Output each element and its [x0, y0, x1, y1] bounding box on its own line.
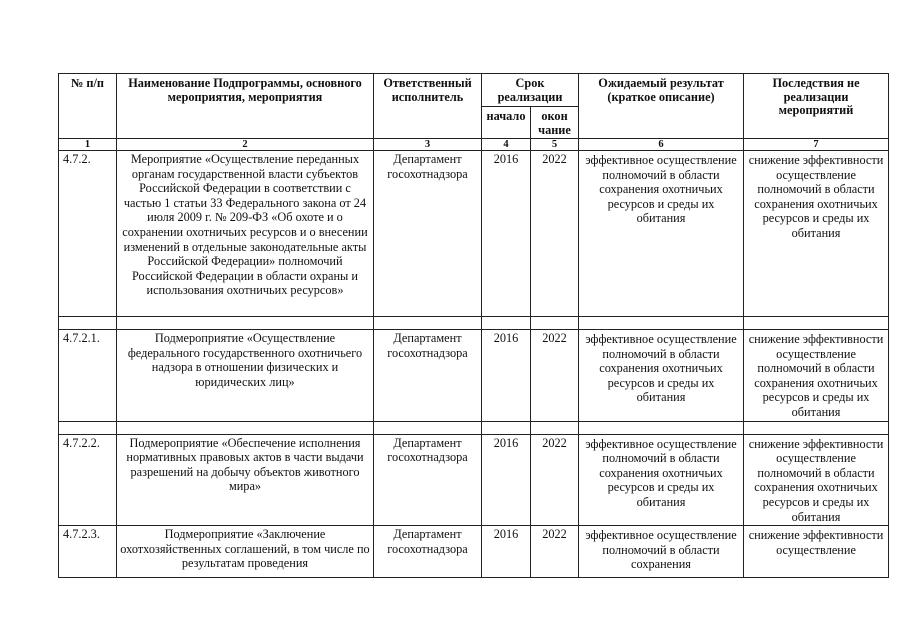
row-number: 4.7.2.1.	[59, 330, 117, 422]
header-number: № п/п	[59, 74, 117, 139]
table-row	[59, 434, 889, 526]
row-consequence: снижение эффективности осуществление полномочий в области сохранения охотничьих ресурсов и среды их обитания	[744, 434, 889, 526]
row-start: 2016	[482, 526, 531, 578]
row-consequence: снижение эффективности осуществление	[744, 526, 889, 578]
row-result: эффективное осуществление полномочий в области сохранения охотничьих ресурсов и среды их обитания	[579, 151, 744, 317]
column-numbers-row	[59, 139, 889, 151]
column-number: 2	[117, 139, 374, 151]
measures-table	[58, 73, 889, 578]
column-number: 6	[579, 139, 744, 151]
row-number: 4.7.2.	[59, 151, 117, 317]
table-row	[59, 151, 889, 317]
row-end: 2022	[531, 151, 579, 317]
row-separator	[59, 421, 889, 434]
header-start: начало	[482, 107, 531, 139]
row-consequence: снижение эффективности осуществление полномочий в области сохранения охотничьих ресурсов и среды их обитания	[744, 151, 889, 317]
row-end: 2022	[531, 526, 579, 578]
row-name: Подмероприятие «Обеспечение исполнения нормативных правовых актов в части выдачи разрешений на добычу объектов животного мира»	[117, 434, 374, 526]
row-end: 2022	[531, 330, 579, 422]
table-row	[59, 330, 889, 422]
column-number: 1	[59, 139, 117, 151]
row-result: эффективное осуществление полномочий в области сохранения охотничьих ресурсов и среды их обитания	[579, 434, 744, 526]
row-result: эффективное осуществление полномочий в области сохранения охотничьих ресурсов и среды их обитания	[579, 330, 744, 422]
document-page	[58, 73, 888, 578]
header-row	[59, 74, 889, 107]
row-name: Мероприятие «Осуществление переданных органам государственной власти субъектов Российской Федерации в соответствии с частью 1 статьи 33 Федерального закона от 24 июля 2009 г. № 209-ФЗ «Об охоте и о сохранении охотничьих ресурсов и о внесении изменений в отдельные законодательные акты Российской Федерации» полномочий Российской Федерации в области охраны и использования охотничьих ресурсов»	[117, 151, 374, 317]
row-executor: Департамент госохотнадзора	[374, 151, 482, 317]
row-executor: Департамент госохотнадзора	[374, 330, 482, 422]
row-name: Подмероприятие «Заключение охотхозяйственных соглашений, в том числе по результатам проведения	[117, 526, 374, 578]
row-start: 2016	[482, 330, 531, 422]
row-start: 2016	[482, 151, 531, 317]
header-executor: Ответственный исполнитель	[374, 74, 482, 139]
header-name: Наименование Подпрограммы, основного мероприятия, мероприятия	[117, 74, 374, 139]
row-result: эффективное осуществление полномочий в области сохранения	[579, 526, 744, 578]
column-number: 5	[531, 139, 579, 151]
column-number: 7	[744, 139, 889, 151]
header-result: Ожидаемый результат (краткое описание)	[579, 74, 744, 139]
row-separator	[59, 317, 889, 330]
header-end: окон чание	[531, 107, 579, 139]
column-number: 4	[482, 139, 531, 151]
row-start: 2016	[482, 434, 531, 526]
row-number: 4.7.2.2.	[59, 434, 117, 526]
table-row	[59, 526, 889, 578]
row-executor: Департамент госохотнадзора	[374, 526, 482, 578]
row-consequence: снижение эффективности осуществление полномочий в области сохранения охотничьих ресурсов и среды их обитания	[744, 330, 889, 422]
header-period: Срок реализации	[482, 74, 579, 107]
row-number: 4.7.2.3.	[59, 526, 117, 578]
row-end: 2022	[531, 434, 579, 526]
column-number: 3	[374, 139, 482, 151]
row-executor: Департамент госохотнадзора	[374, 434, 482, 526]
header-consequence: Последствия не реализации мероприятий	[744, 74, 889, 139]
row-name: Подмероприятие «Осуществление федерального государственного охотничьего надзора в отношении физических и юридических лиц»	[117, 330, 374, 422]
